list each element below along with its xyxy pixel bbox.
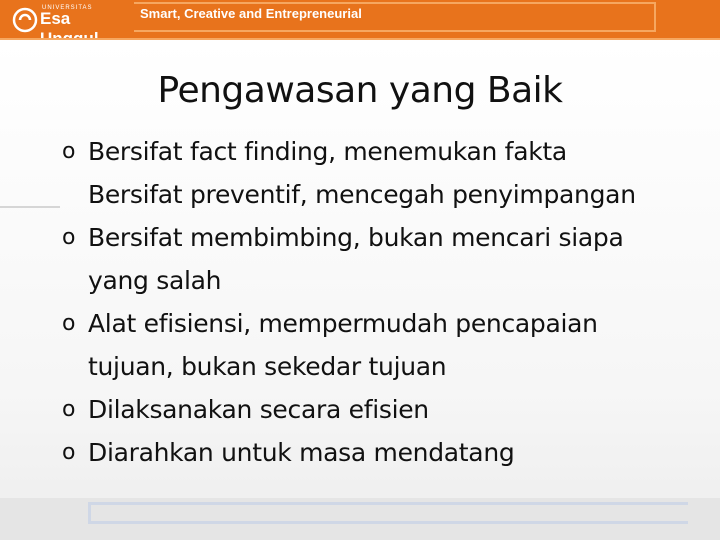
bullet-marker: o	[62, 225, 76, 250]
logo-univ-text: UNIVERSITAS	[42, 5, 93, 11]
side-divider	[0, 206, 60, 208]
bullet-line: Dilaksanakan secara efisien	[88, 395, 429, 424]
bullet-line: Diarahkan untuk masa mendatang	[88, 438, 515, 467]
bullet-line: tujuan, bukan sekedar tujuan	[88, 352, 447, 381]
logo-name: Esa	[40, 9, 71, 28]
bullet-line: Alat efisiensi, mempermudah pencapaian	[88, 309, 598, 338]
bullet-line: Bersifat membimbing, bukan mencari siapa	[88, 223, 624, 252]
header-bar	[0, 0, 720, 40]
list-item	[62, 431, 702, 474]
bullet-list	[62, 130, 702, 474]
list-item	[62, 388, 702, 431]
university-logo	[12, 3, 132, 37]
bullet-line: yang salah	[88, 266, 222, 295]
bullet-marker: o	[62, 311, 76, 336]
slide-title: Pengawasan yang Baik	[157, 70, 563, 111]
footer-frame	[88, 502, 688, 524]
bullet-marker: o	[62, 397, 76, 422]
list-item	[62, 216, 702, 302]
tagline: Smart, Creative and Entrepreneurial	[140, 6, 362, 21]
bullet-line: Bersifat preventif, mencegah penyimpangan	[88, 180, 636, 209]
logo-icon	[12, 7, 38, 33]
bullet-marker: o	[62, 139, 76, 164]
bullet-line: Bersifat fact finding, menemukan fakta	[88, 137, 567, 166]
list-item	[62, 130, 702, 216]
bullet-marker: o	[62, 440, 76, 465]
list-item	[62, 302, 702, 388]
